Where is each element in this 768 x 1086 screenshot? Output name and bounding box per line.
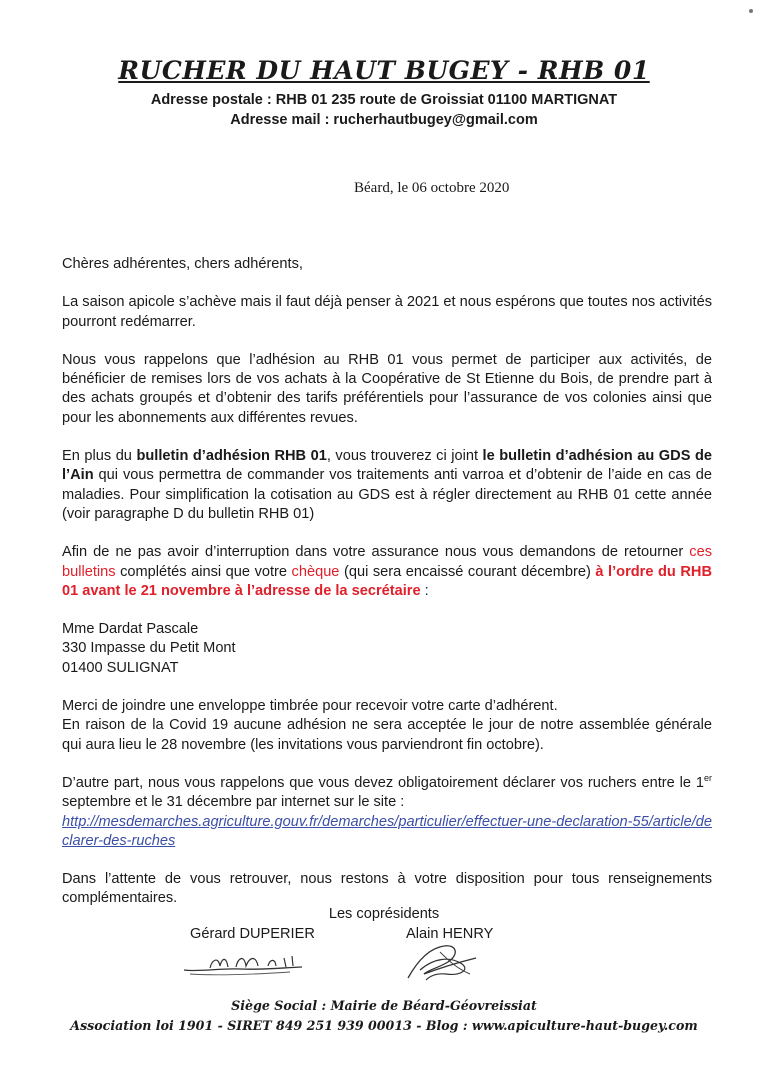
secretary-street: 330 Impasse du Petit Mont [62, 640, 236, 657]
signer-duperier: Gérard DUPERIER [190, 926, 315, 942]
signers-title: Les coprésidents [328, 906, 440, 922]
greeting: Chères adhérentes, chers adhérents, [62, 256, 303, 272]
footer-headquarters: Siège Social : Mairie de Béard-Géovreissiat [231, 998, 537, 1013]
paragraph-season: La saison apicole s’achève mais il faut déjà penser à 2021 et nous espérons que toutes nos activités pourront redémarrer. [62, 294, 712, 330]
bulletin-rhb: bulletin d’adhésion RHB 01 [136, 448, 327, 465]
postal-address: Adresse postale : RHB 01 235 route de Groissiat 01100 MARTIGNAT [150, 92, 618, 108]
signature-henry-icon [400, 940, 490, 986]
paragraph-declaration: D’autre part, nous vous rappelons que vous devez obligatoirement déclarer vos ruchers entre le 1er septembre et le 31 décembre par internet sur le site : http://mesdemarches.agriculture.gouv.fr/demarches/particulier/effectuer-une-declaration-55/article/declarer-des-ruches [62, 773, 713, 849]
footer-association: Association loi 1901 - SIRET 849 251 939 00013 - Blog : www.apiculture-haut-bugey.com [70, 1018, 698, 1033]
bulletin-gds: le bulletin d’adhésion au GDS de l’Ain [62, 448, 712, 484]
signature-duperier-icon [180, 946, 310, 980]
paragraph-membership: Nous vous rappelons que l’adhésion au RHB 01 vous permet de participer aux activités, de bénéficier de remises lors de vos achats à la Coopérative de St Etienne du Bois, de prendre part à des achats groupés et d’obtenir des tarifs préférentiels pour l’assurance de vos colonies ainsi que pour les abonnements aux différentes revues. [62, 351, 712, 426]
declaration-link[interactable]: http://mesdemarches.agriculture.gouv.fr/demarches/particulier/effectuer-une-declaration-55/article/declarer-des-ruches [62, 813, 713, 849]
secretary-city: 01400 SULIGNAT [62, 659, 179, 676]
secretary-name: Mme Dardat Pascale [62, 621, 199, 638]
paragraph-bulletins: En plus du bulletin d’adhésion RHB 01, vous trouverez ci joint le bulletin d’adhésion au GDS de l’Ain qui vous permettra de commander vos traitements anti varroa et d’obtenir de l’aide en cas de maladies. Pour simplification la cotisation au GDS est à régler directement au RHB 01 cette année (voir paragraphe D du bulletin RHB 01) [62, 448, 712, 522]
letter-body [62, 255, 712, 928]
paragraph-envelope: Merci de joindre une enveloppe timbrée pour recevoir votre carte d’adhérent. En raison de la Covid 19 aucune adhésion ne sera acceptée le jour de notre assemblée générale qui aura lieu le 28 novembre (les invitations vous parviendront fin octobre). [62, 698, 712, 753]
highlight-bulletins: ces bulletins [62, 544, 712, 580]
association-title: RUCHER DU HAUT BUGEY - RHB 01 [118, 56, 650, 85]
signer-henry: Alain HENRY [406, 926, 494, 942]
highlight-deadline: à l’ordre du RHB 01 avant le 21 novembre à l’adresse de la secrétaire [62, 563, 712, 599]
paragraph-closing: Dans l’attente de vous retrouver, nous restons à votre disposition pour tous renseignements complémentaires. [62, 871, 712, 907]
highlight-cheque: chèque [291, 563, 340, 580]
letter-date: Béard, le 06 octobre 2020 [354, 180, 510, 196]
mail-address: Adresse mail : rucherhautbugey@gmail.com [230, 112, 538, 128]
scan-mark-icon [746, 6, 756, 16]
paragraph-return: Afin de ne pas avoir d’interruption dans votre assurance nous vous demandons de retourner ces bulletins complétés ainsi que votre chèque (qui sera encaissé courant décembre) à l’ordre du RHB 01 avant le 21 novembre à l’adresse de la secrétaire : [62, 544, 712, 599]
